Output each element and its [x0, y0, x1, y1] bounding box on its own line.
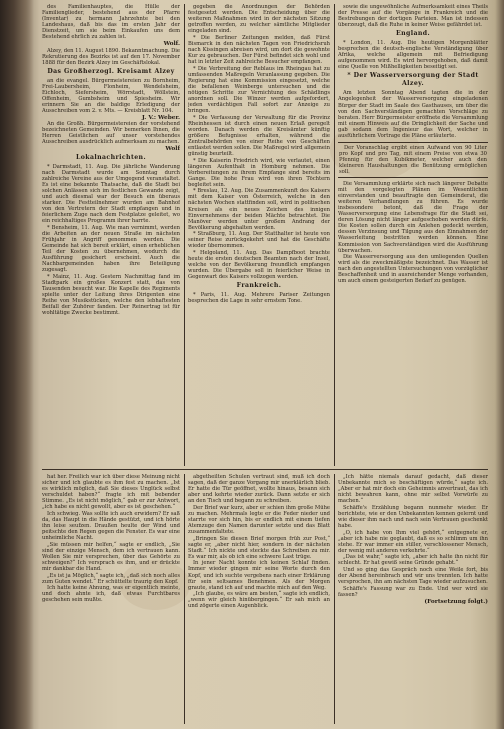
paragraph: * Straßburg, 11. Aug. Der Statthalter ist heute von seiner Reise zurückgekehrt und hat die Geschäfte wieder übernommen.	[188, 231, 330, 250]
section-heading: Das Großherzogl. Kreisamt Alzey	[47, 67, 175, 75]
paragraph: „Es ist ja Möglich,“ sagte ich, „daß sich noch alles zum Guten wendet.“ Er schüttelte traurig den Kopf.	[42, 572, 180, 585]
paragraph: gegeben die Anordnungen der Behörden festgesetzt werden. Die Entscheidung über die weiteren Maßnahmen wird in der nächsten Sitzung getroffen werden, zu welcher sämtliche Mitglieder eingeladen sind.	[188, 4, 330, 35]
section-heading: * Der Wasserversorgung der Stadt Alzey.	[347, 72, 479, 88]
paragraph: Die Wasserversorgung aus den umliegenden Quellen wird als die zweckmäßigste bezeichnet. Das Wasser ist nach den angestellten Untersuchungen von vorzüglicher Beschaffenheit und in ausreichender Menge vorhanden, um auch einem gesteigerten Bedarf zu genügen.	[338, 254, 488, 285]
section-heading: Frankreich.	[236, 282, 282, 290]
paragraph: sowie die ungewöhnliche Aufmerksamkeit eines Theils der Presse auf die Vorgänge in Frankreich und die Bestrebungen der dortigen Parteien. Man ist indessen überzeugt, daß die Ruhe in keiner Weise gefährdet ist.	[338, 4, 488, 29]
paragraph: Am letzten Sonntag Abend tagten die in der Angelegenheit der Wasserversorgung eingeladenen Bürger der Stadt im Saale des Gasthauses, um über die von den Sachverständigen gemachten Vorschläge zu beraten. Herr Bürgermeister eröffnete die Versammlung mit einem Hinweis auf die Dringlichkeit der Sache und gab sodann dem Ingenieur das Wort, welcher in ausführlichem Vortrage die Pläne erläuterte.	[338, 90, 488, 139]
column-2	[188, 4, 330, 466]
paragraph: an die evangel. Bürgermeistereien zu Bornheim, Frei-Laubersheim, Flonheim, Wendelsheim, Eichloch, Siefersheim, Wörrstadt, Wöllstein, Offenheim, Gumbsheim und Spiesheim. Wir erinnern Sie an die baldige Erledigung der Ausschreiben vom 2. v. Mts. — Kreisblatt Nr. 104.	[42, 77, 180, 114]
paragraph: * Darmstadt, 11. Aug. Die jährliche Wanderung nach Darmstadt wurde am Sonntag durch zahlreiche Vereine aus der Umgegend veranstaltet. Es ist eine bekannte Thatsache, daß die Stadt bei solchen Anlässen sich im festlichen Gewande zeigt, und auch diesmal war der Besuch ein überaus starker. Die Festteilnehmer wurden am Bahnhof von den Vertretern der Stadt empfangen und in feierlichem Zuge nach dem Festplatze geleitet, wo ein reichhaltiges Programm ihrer harrte.	[42, 164, 180, 225]
column-3	[338, 4, 488, 466]
paragraph: „O, ich habe von Ihm viel gehört,“ entgegnete er, „aber ich habe nie geglaubt, daß es so schlimm um ihn stehe. Er war immer ein stiller, verschlossener Mensch, der wenig mit anderen verkehrte.“	[338, 529, 488, 554]
paragraph: An die Großh. Bürgermeistereien der vorstehend bezeichneten Gemeinden. Wir bemerken Ihnen, die Herren Geistlichen auf unser vorstehendes Ausschreiben ausdrücklich aufmerksam zu machen.	[42, 121, 180, 146]
paragraph: Ich schwieg. Was sollte ich auch erwidern? Er saß da, das Haupt in die Hände gestützt, und ich hörte ihn leise seufzen. Draußen heulte der Wind und peitschte den Regen gegen die Fenster. Es war eine unheimliche Nacht.	[42, 510, 180, 542]
signature: J. V.: Weber.	[142, 114, 180, 121]
newspaper-page	[42, 4, 490, 725]
paragraph: * Breslau, 12. Aug. Die Zusammenkunft des Kaisers mit dem Kaiser von Österreich, welche in den nächsten Wochen stattfinden soll, wird in politischen Kreisen als ein neues Zeichen des innigen Einvernehmens der beiden Mächte betrachtet. Die Manöver werden unter großem Andrang der Bevölkerung abgehalten werden.	[188, 188, 330, 231]
column-1	[42, 4, 180, 466]
book-binding-shadow	[0, 0, 34, 729]
paragraph: Die Versammlung erklärte sich nach längerer Debatte mit den vorgelegten Plänen im Wesentlichen einverstanden und beauftragte den Gemeinderat, die weiteren Verhandlungen zu führen. Es wurde insbesondere betont, daß die Frage der Wasserversorgung eine Lebensfrage für die Stadt sei, deren Lösung nicht länger aufgeschoben werden dürfe. Die Kosten sollen durch ein Anlehen gedeckt werden, dessen Verzinsung und Tilgung aus den Einnahmen der Wasserleitung bestritten werden können. Eine Kommission von Sachverständigen wird die Ausführung überwachen.	[338, 181, 488, 254]
paragraph: Der Brief war kurz, aber er schien ihm große Mühe zu machen. Mehrmals legte er die Feder nieder und starrte vor sich hin, bis er endlich mit einem tiefen Atemzuge den Namen darunter setzte und das Blatt zusammenfaltete.	[188, 504, 330, 536]
column-rule	[184, 474, 185, 724]
paragraph: * Die Berliner Zeitungen melden, daß Fürst Bismarck in den nächsten Tagen von Friedrichsruh nach Kissingen abreisen wird, um dort die gewohnte Kur zu gebrauchen. Der Fürst befindet sich wohl und hat in letzter Zeit zahlreiche Besucher empfangen.	[188, 34, 330, 66]
paragraph: des Familienhauptes, die Hülle der Familienglieder, bestehend aus der Pfarre (Inventar) zu hermann Jahrzehnte bei den Landeshaus, daß bis das im ersten Jahr der Dienstzeit, um sie beim Einkaufen uns dem Bestehend ehrlich zu zahlen ist.	[42, 4, 180, 41]
paragraph: * Paris, 11. Aug. Mehrere Pariser Zeitungen besprechen die Lage in sehr ernstem Tone.	[188, 292, 330, 305]
column-6	[338, 474, 488, 724]
section-rule	[42, 469, 488, 470]
paragraph: „Bringen Sie diesen Brief morgen früh zur Post,“ sagte er, „aber nicht hier, sondern in der nächsten Stadt.“ Ich nickte und steckte das Schreiben zu mir. Es war mir, als ob ich eine schwere Last trüge.	[188, 535, 330, 560]
paragraph: abgetheilten Schulen vertraut sind, muß ich doch sagen, daß der ganze Vorgang mir unerklärlich blieb. Er hatte die Tür geöffnet, wollte hinaus, besann sich aber und kehrte wieder zurück. Dann setzte er sich an den Tisch und begann zu schreiben.	[188, 474, 330, 505]
signature: (Fortsetzung folgt.)	[424, 598, 488, 605]
section-heading: Lokalnachrichten.	[75, 154, 147, 161]
paragraph: * Mainz, 11. Aug. Gestern Nachmittag fand im Stadtpark ein großes Konzert statt, das von Tausenden besucht war. Die Kapelle des Regiments spielte unter der Leitung ihres Dirigenten eine Reihe von Musikstücken, welche den lebhaftesten Beifall der Zuhörer fanden. Der Reinertrag ist für wohltätige Zwecke bestimmt.	[42, 274, 180, 317]
paragraph: * Die Verbreitung der Reblaus im Rheingau hat zu umfassenden Maßregeln Veranlassung gegeben. Die Regierung hat eine Kommission eingesetzt, welche die befallenen Weinberge untersuchen und die nötigen Schritte zur Vernichtung des Schädlings anordnen soll. Die Winzer werden aufgefordert, jeden verdächtigen Fall sofort zur Anzeige zu bringen.	[188, 65, 330, 114]
paragraph: Ich hatte keine Ahnung, was er eigentlich meinte, und doch ahnte ich, daß etwas Furchtbares geschehen sein mußte.	[42, 585, 180, 604]
paragraph: „Sie müssen mir helfen,“ sagte er endlich, „Sie sind der einzige Mensch, dem ich vertrauen kann. Wollen Sie mir versprechen, über das Gehörte zu schweigen?“ Ich versprach es ihm, und er drückte mir dankbar die Hand.	[42, 541, 180, 572]
column-rule	[334, 4, 335, 466]
section-heading: England.	[395, 30, 431, 38]
column-rule	[184, 4, 185, 466]
column-5	[188, 474, 330, 724]
paragraph: In jener Nacht konnte ich keinen Schlaf finden. Immer wieder gingen mir seine Worte durch den Kopf, und ich suchte vergebens nach einer Erklärung für sein seltsames Benehmen. Als der Morgen graute, stand ich auf und machte mich auf den Weg.	[188, 560, 330, 591]
paragraph: * Helgoland, 11. Aug. Das Dampfboot brachte heute die ersten deutschen Beamten nach der Insel, welche von der Bevölkerung freundlich empfangen wurden. Die Übergabe soll in feierlicher Weise in Gegenwart des Kaisers vollzogen werden.	[188, 250, 330, 281]
signature: Wolf	[165, 145, 180, 152]
paragraph: * London, 11. Aug. Die heutigen Morgenblätter besprechen die deutsch-englische Verständigung über Afrika, welche allgemein mit Befriedigung aufgenommen wird. Es wird hervorgehoben, daß damit eine Quelle von Mißhelligkeiten beseitigt sei.	[338, 40, 488, 71]
paragraph: „Ich hätte niemals darauf gedacht, daß dieser Unbekannte mich so beschäftigen würde,“ sagte ich. „Aber er hat mir doch ein Geheimnis anvertraut, das ich nicht bewahren kann, ohne mir selbst Vorwürfe zu machen.“	[338, 474, 488, 505]
signature: Wolf.	[163, 40, 180, 47]
column-rule	[334, 474, 335, 724]
paragraph: * Die Kaiserin Friedrich wird, wie verlautet, einen längeren Aufenthalt in Homburg nehmen. Die Vorbereitungen zu ihrem Empfange sind bereits im Gange. Die hohe Frau wird von ihren Töchtern begleitet sein.	[188, 157, 330, 188]
paragraph: „Ich glaube, es wäre am besten,“ sagte ich endlich, „wenn wir gleich hinübergingen.“ Er sah mich an und zögerte einen Augenblick.	[188, 591, 330, 610]
paragraph: * Die Verfassung der Verwaltung für die Provinz Rheinhessen ist durch einen neuen Erlaß geregelt worden. Danach werden die Kreisämter künftig größere Befugnisse erhalten, während die Zentralbehörden von einer Reihe von Geschäften entlastet werden sollen. Die Maßregel wird allgemein günstig beurteilt.	[188, 114, 330, 157]
paragraph: hat her. Freilich war ich über diese Meinung nicht sicher und ich glaubte es ihm fest zu machen. „Ist es wirklich möglich, daß Sie dieses Unglück selbst verschuldet haben?“ fragte ich mit bebender Stimme. „Es ist nicht möglich,“ gab er zur Antwort, „ich habe es nicht gewollt, aber es ist geschehen.“	[42, 474, 180, 511]
paragraph: Schäffe's Erzählung begann nunmehr wieder. Er berichtete, wie er den Unbekannten kennen gelernt und wie dieser ihm nach und nach sein Vertrauen geschenkt habe.	[338, 504, 488, 529]
column-4	[42, 474, 180, 724]
paragraph: Alzey, den 11. August 1890. Bekanntmachung. Die Rekrutierung des Bezirks ist auf den 17. November 1888 für den Bezirk Alzey im Geschäftslokal.	[42, 47, 180, 66]
paragraph: Und so ging das Gespräch noch eine Weile fort, bis der Abend hereinbrach und wir uns trennten. Ich hatte versprochen, ihn am nächsten Tage wieder aufzusuchen.	[338, 567, 488, 586]
paragraph: Schäffe's Fassung war zu Ende. Und wer wird sie fassen?	[338, 585, 488, 598]
paragraph: * Bensheim, 11. Aug. Wie man vernimmt, werden die Arbeiten an der neuen Straße im nächsten Frühjahr in Angriff genommen werden. Die Gemeinde hat sich bereit erklärt, einen erheblichen Teil der Kosten zu übernehmen, wodurch die Ausführung gesichert erscheint. Auch die Nachbargemeinden haben ihre Beteiligung zugesagt.	[42, 225, 180, 274]
paragraph: „Das ist wahr,“ sagte ich, „aber ich halte ihn nicht für schlecht. Er hat gewiß seine Gründe gehabt.“	[338, 554, 488, 567]
highlighted-notice: Der Voranschlag ergibt einen Aufwand von 90 Liter pro Kopf und pro Tag, mit einem Preise von etwa 30 Pfennig für den Kubikmeter, welcher auch den kleineren Haushaltungen die Benützung ermöglichen soll.	[338, 142, 488, 178]
